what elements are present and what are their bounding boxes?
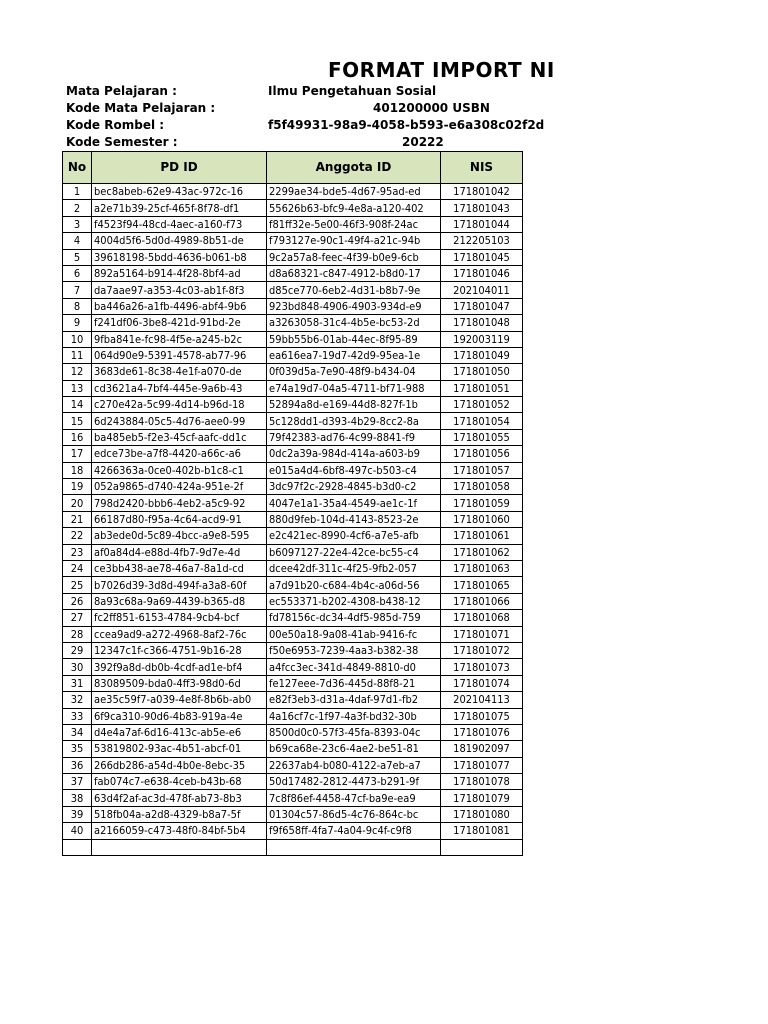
row-nis-cell: 171801079	[441, 790, 523, 806]
row-nis-cell: 202104011	[441, 282, 523, 298]
table-row-empty	[63, 839, 523, 855]
document-title: FORMAT IMPORT NI	[328, 58, 555, 82]
row-pd-id-cell: 66187d80-f95a-4c64-acd9-91	[92, 511, 267, 527]
row-pd-id-cell: a2e71b39-25cf-465f-8f78-df1	[92, 200, 267, 216]
table-row	[63, 823, 523, 839]
row-nis-cell: 171801049	[441, 347, 523, 363]
row-nis-cell: 171801051	[441, 380, 523, 396]
row-anggota-id-cell: fd78156c-dc34-4df5-985d-759	[267, 610, 441, 626]
row-pd-id-cell: ab3ede0d-5c89-4bcc-a9e8-595	[92, 528, 267, 544]
row-no-cell: 32	[63, 692, 92, 708]
row-pd-id-cell: 892a5164-b914-4f28-8bf4-ad	[92, 265, 267, 281]
row-nis-cell: 171801076	[441, 724, 523, 740]
row-anggota-id-cell: d8a68321-c847-4912-b8d0-17	[267, 265, 441, 281]
row-anggota-id-cell: 0f039d5a-7e90-48f9-b434-04	[267, 364, 441, 380]
row-no-cell: 4	[63, 233, 92, 249]
meta-label-kode-rombel: Kode Rombel :	[66, 118, 165, 132]
table-row	[63, 282, 523, 298]
table-row	[63, 774, 523, 790]
column-header-no: No	[63, 152, 92, 184]
row-nis-cell: 171801042	[441, 184, 523, 200]
row-nis-cell: 171801074	[441, 675, 523, 691]
row-pd-id-cell: 9fba841e-fc98-4f5e-a245-b2c	[92, 331, 267, 347]
table-row	[63, 184, 523, 200]
row-pd-id-cell: a2166059-c473-48f0-84bf-5b4	[92, 823, 267, 839]
row-anggota-id-cell: fe127eee-7d36-445d-88f8-21	[267, 675, 441, 691]
row-anggota-id-cell: dcee42df-311c-4f25-9fb2-057	[267, 560, 441, 576]
row-pd-id-cell: ce3bb438-ae78-46a7-8a1d-cd	[92, 560, 267, 576]
row-pd-id-cell: f241df06-3be8-421d-91bd-2e	[92, 315, 267, 331]
table-row	[63, 446, 523, 462]
table-row	[63, 642, 523, 658]
meta-label-kode-mata-pelajaran: Kode Mata Pelajaran :	[66, 101, 216, 115]
column-header-nis: NIS	[441, 152, 523, 184]
table-body	[63, 184, 523, 856]
student-table	[62, 151, 523, 856]
row-nis-cell: 171801072	[441, 642, 523, 658]
row-anggota-id-cell: 01304c57-86d5-4c76-864c-bc	[267, 806, 441, 822]
row-no-cell: 20	[63, 495, 92, 511]
row-nis-cell: 171801043	[441, 200, 523, 216]
row-anggota-id-cell: 4a16cf7c-1f97-4a3f-bd32-30b	[267, 708, 441, 724]
row-anggota-id-cell: a4fcc3ec-341d-4849-8810-d0	[267, 659, 441, 675]
row-pd-id-cell: 8a93c68a-9a69-4439-b365-d8	[92, 593, 267, 609]
row-nis-cell: 171801077	[441, 757, 523, 773]
row-anggota-id-cell: 52894a8d-e169-44d8-827f-1b	[267, 397, 441, 413]
table-row	[63, 560, 523, 576]
row-anggota-id-cell: f81ff32e-5e00-46f3-908f-24ac	[267, 216, 441, 232]
row-pd-id-cell: 3683de61-8c38-4e1f-a070-de	[92, 364, 267, 380]
row-pd-id-cell: fab074c7-e638-4ceb-b43b-68	[92, 774, 267, 790]
row-pd-id-cell: 39618198-5bdd-4636-b061-b8	[92, 249, 267, 265]
row-no-cell: 19	[63, 479, 92, 495]
row-pd-id-cell: edce73be-a7f8-4420-a66c-a6	[92, 446, 267, 462]
row-nis-cell: 171801055	[441, 429, 523, 445]
row-no-cell: 5	[63, 249, 92, 265]
row-nis-cell: 171801050	[441, 364, 523, 380]
row-nis-cell: 202104113	[441, 692, 523, 708]
row-no-cell: 39	[63, 806, 92, 822]
table-row	[63, 724, 523, 740]
row-anggota-id-cell: 3dc97f2c-2928-4845-b3d0-c2	[267, 479, 441, 495]
table-row	[63, 495, 523, 511]
row-no-cell: 34	[63, 724, 92, 740]
row-no-cell: 33	[63, 708, 92, 724]
row-nis-cell: 171801061	[441, 528, 523, 544]
row-pd-id-cell: 392f9a8d-db0b-4cdf-ad1e-bf4	[92, 659, 267, 675]
row-pd-id-cell: fc2ff851-6153-4784-9cb4-bcf	[92, 610, 267, 626]
column-header-anggota-id: Anggota ID	[267, 152, 441, 184]
row-pd-id-cell: d4e4a7af-6d16-413c-ab5e-e6	[92, 724, 267, 740]
row-no-cell: 30	[63, 659, 92, 675]
table-row	[63, 544, 523, 560]
row-anggota-id-cell: 8500d0c0-57f3-45fa-8393-04c	[267, 724, 441, 740]
row-pd-id-cell: 53819802-93ac-4b51-abcf-01	[92, 741, 267, 757]
table-row	[63, 200, 523, 216]
meta-label-kode-semester: Kode Semester :	[66, 135, 178, 149]
row-anggota-id-cell: 00e50a18-9a08-41ab-9416-fc	[267, 626, 441, 642]
meta-value-kode-semester: 20222	[402, 135, 444, 149]
row-no-cell: 1	[63, 184, 92, 200]
row-nis-cell: 181902097	[441, 741, 523, 757]
row-pd-id-cell: 518fb04a-a2d8-4329-b8a7-5f	[92, 806, 267, 822]
table-row	[63, 479, 523, 495]
row-no-cell: 11	[63, 347, 92, 363]
row-anggota-id-cell: ea616ea7-19d7-42d9-95ea-1e	[267, 347, 441, 363]
row-nis-cell: 171801060	[441, 511, 523, 527]
row-anggota-id-cell: 9c2a57a8-feec-4f39-b0e9-6cb	[267, 249, 441, 265]
table-row	[63, 233, 523, 249]
row-pd-id-cell: cd3621a4-7bf4-445e-9a6b-43	[92, 380, 267, 396]
row-anggota-id-cell: 59bb55b6-01ab-44ec-8f95-89	[267, 331, 441, 347]
row-no-cell: 37	[63, 774, 92, 790]
meta-label-mata-pelajaran: Mata Pelajaran :	[66, 84, 177, 98]
row-no-cell: 10	[63, 331, 92, 347]
row-no-cell: 13	[63, 380, 92, 396]
row-anggota-id-cell: b6097127-22e4-42ce-bc55-c4	[267, 544, 441, 560]
row-pd-id-cell: ae35c59f7-a039-4e8f-8b6b-ab0	[92, 692, 267, 708]
row-pd-id-cell: 83089509-bda0-4ff3-98d0-6d	[92, 675, 267, 691]
table-row	[63, 413, 523, 429]
row-nis-cell: 171801063	[441, 560, 523, 576]
table-row	[63, 397, 523, 413]
row-anggota-id-cell: 7c8f86ef-4458-47cf-ba9e-ea9	[267, 790, 441, 806]
row-no-cell: 40	[63, 823, 92, 839]
table-row	[63, 692, 523, 708]
row-nis-cell: 171801054	[441, 413, 523, 429]
table-row	[63, 298, 523, 314]
row-no-cell: 6	[63, 265, 92, 281]
row-nis-cell: 171801068	[441, 610, 523, 626]
table-row	[63, 364, 523, 380]
row-nis-cell: 171801080	[441, 806, 523, 822]
row-nis-cell: 171801066	[441, 593, 523, 609]
row-pd-id-cell: 63d4f2af-ac3d-478f-ab73-8b3	[92, 790, 267, 806]
row-pd-id-cell: 266db286-a54d-4b0e-8ebc-35	[92, 757, 267, 773]
row-pd-id-cell: af0a84d4-e88d-4fb7-9d7e-4d	[92, 544, 267, 560]
row-nis-cell: 171801058	[441, 479, 523, 495]
table-row	[63, 511, 523, 527]
row-no-cell: 12	[63, 364, 92, 380]
row-anggota-id-cell: f50e6953-7239-4aa3-b382-38	[267, 642, 441, 658]
row-pd-id-cell: 798d2420-bbb6-4eb2-a5c9-92	[92, 495, 267, 511]
row-anggota-id-cell: d85ce770-6eb2-4d31-b8b7-9e	[267, 282, 441, 298]
table-row	[63, 741, 523, 757]
row-nis-cell: 192003119	[441, 331, 523, 347]
table-row	[63, 593, 523, 609]
row-no-cell: 27	[63, 610, 92, 626]
row-no-cell: 35	[63, 741, 92, 757]
row-pd-id-cell: c270e42a-5c99-4d14-b96d-18	[92, 397, 267, 413]
row-nis-cell: 171801044	[441, 216, 523, 232]
row-nis-cell: 171801073	[441, 659, 523, 675]
table-row	[63, 429, 523, 445]
row-pd-id-cell: 6f9ca310-90d6-4b83-919a-4e	[92, 708, 267, 724]
row-nis-cell: 171801048	[441, 315, 523, 331]
row-pd-id-cell: ba446a26-a1fb-4496-abf4-9b6	[92, 298, 267, 314]
table-row	[63, 577, 523, 593]
table-row	[63, 790, 523, 806]
table-row	[63, 249, 523, 265]
row-pd-id-cell: 064d90e9-5391-4578-ab77-96	[92, 347, 267, 363]
row-nis-cell: 171801075	[441, 708, 523, 724]
row-no-cell: 7	[63, 282, 92, 298]
row-anggota-id-cell: 79f42383-ad76-4c99-8841-f9	[267, 429, 441, 445]
row-anggota-id-cell: 2299ae34-bde5-4d67-95ad-ed	[267, 184, 441, 200]
row-pd-id-cell: 4004d5f6-5d0d-4989-8b51-de	[92, 233, 267, 249]
row-pd-id-cell: ba485eb5-f2e3-45cf-aafc-dd1c	[92, 429, 267, 445]
empty-cell	[92, 839, 267, 855]
row-anggota-id-cell: 880d9feb-104d-4143-8523-2e	[267, 511, 441, 527]
meta-value-kode-mata-pelajaran: 401200000 USBN	[373, 101, 490, 115]
table-row	[63, 347, 523, 363]
row-pd-id-cell: da7aae97-a353-4c03-ab1f-8f3	[92, 282, 267, 298]
row-anggota-id-cell: e82f3eb3-d31a-4daf-97d1-fb2	[267, 692, 441, 708]
table-row	[63, 528, 523, 544]
row-nis-cell: 171801065	[441, 577, 523, 593]
row-pd-id-cell: 4266363a-0ce0-402b-b1c8-c1	[92, 462, 267, 478]
row-anggota-id-cell: a3263058-31c4-4b5e-bc53-2d	[267, 315, 441, 331]
row-nis-cell: 171801057	[441, 462, 523, 478]
table-row	[63, 265, 523, 281]
row-anggota-id-cell: 0dc2a39a-984d-414a-a603-b9	[267, 446, 441, 462]
row-anggota-id-cell: e2c421ec-8990-4cf6-a7e5-afb	[267, 528, 441, 544]
row-pd-id-cell: b7026d39-3d8d-494f-a3a8-60f	[92, 577, 267, 593]
row-no-cell: 25	[63, 577, 92, 593]
table-row	[63, 380, 523, 396]
row-anggota-id-cell: 22637ab4-b080-4122-a7eb-a7	[267, 757, 441, 773]
row-anggota-id-cell: 5c128dd1-d393-4b29-8cc2-8a	[267, 413, 441, 429]
row-pd-id-cell: 12347c1f-c366-4751-9b16-28	[92, 642, 267, 658]
row-nis-cell: 212205103	[441, 233, 523, 249]
row-anggota-id-cell: 923bd848-4906-4903-934d-e9	[267, 298, 441, 314]
table-row	[63, 757, 523, 773]
row-nis-cell: 171801045	[441, 249, 523, 265]
row-no-cell: 21	[63, 511, 92, 527]
row-no-cell: 22	[63, 528, 92, 544]
table-row	[63, 331, 523, 347]
row-pd-id-cell: f4523f94-48cd-4aec-a160-f73	[92, 216, 267, 232]
row-nis-cell: 171801062	[441, 544, 523, 560]
empty-cell	[63, 839, 92, 855]
row-no-cell: 24	[63, 560, 92, 576]
row-anggota-id-cell: ec553371-b202-4308-b438-12	[267, 593, 441, 609]
table-row	[63, 610, 523, 626]
meta-value-mata-pelajaran: Ilmu Pengetahuan Sosial	[268, 84, 437, 98]
table-row	[63, 315, 523, 331]
row-nis-cell: 171801078	[441, 774, 523, 790]
row-anggota-id-cell: b69ca68e-23c6-4ae2-be51-81	[267, 741, 441, 757]
row-anggota-id-cell: 50d17482-2812-4473-b291-9f	[267, 774, 441, 790]
table-row	[63, 626, 523, 642]
row-no-cell: 38	[63, 790, 92, 806]
table-row	[63, 659, 523, 675]
row-anggota-id-cell: a7d91b20-c684-4b4c-a06d-56	[267, 577, 441, 593]
row-no-cell: 36	[63, 757, 92, 773]
row-anggota-id-cell: 55626b63-bfc9-4e8a-a120-402	[267, 200, 441, 216]
row-no-cell: 15	[63, 413, 92, 429]
table-row	[63, 806, 523, 822]
row-no-cell: 28	[63, 626, 92, 642]
document-title-area	[300, 48, 555, 82]
row-pd-id-cell: 052a9865-d740-424a-951e-2f	[92, 479, 267, 495]
row-anggota-id-cell: f793127e-90c1-49f4-a21c-94b	[267, 233, 441, 249]
row-anggota-id-cell: e015a4d4-6bf8-497c-b503-c4	[267, 462, 441, 478]
row-pd-id-cell: 6d243884-05c5-4d76-aee0-99	[92, 413, 267, 429]
table-row	[63, 675, 523, 691]
row-pd-id-cell: bec8abeb-62e9-43ac-972c-16	[92, 184, 267, 200]
empty-cell	[267, 839, 441, 855]
row-anggota-id-cell: e74a19d7-04a5-4711-bf71-988	[267, 380, 441, 396]
row-nis-cell: 171801056	[441, 446, 523, 462]
table-header-row	[63, 152, 523, 184]
row-no-cell: 26	[63, 593, 92, 609]
row-anggota-id-cell: f9f658ff-4fa7-4a04-9c4f-c9f8	[267, 823, 441, 839]
row-no-cell: 18	[63, 462, 92, 478]
row-pd-id-cell: ccea9ad9-a272-4968-8af2-76c	[92, 626, 267, 642]
row-nis-cell: 171801081	[441, 823, 523, 839]
row-no-cell: 3	[63, 216, 92, 232]
row-nis-cell: 171801059	[441, 495, 523, 511]
meta-value-kode-rombel: f5f49931-98a9-4058-b593-e6a308c02f2d	[268, 118, 545, 132]
row-no-cell: 17	[63, 446, 92, 462]
empty-cell	[441, 839, 523, 855]
row-anggota-id-cell: 4047e1a1-35a4-4549-ae1c-1f	[267, 495, 441, 511]
row-no-cell: 8	[63, 298, 92, 314]
table-row	[63, 216, 523, 232]
row-nis-cell: 171801052	[441, 397, 523, 413]
row-no-cell: 2	[63, 200, 92, 216]
column-header-pd-id: PD ID	[92, 152, 267, 184]
row-nis-cell: 171801071	[441, 626, 523, 642]
row-nis-cell: 171801047	[441, 298, 523, 314]
row-no-cell: 16	[63, 429, 92, 445]
row-no-cell: 31	[63, 675, 92, 691]
row-no-cell: 9	[63, 315, 92, 331]
row-no-cell: 23	[63, 544, 92, 560]
table-row	[63, 462, 523, 478]
row-no-cell: 29	[63, 642, 92, 658]
row-nis-cell: 171801046	[441, 265, 523, 281]
row-no-cell: 14	[63, 397, 92, 413]
table-row	[63, 708, 523, 724]
